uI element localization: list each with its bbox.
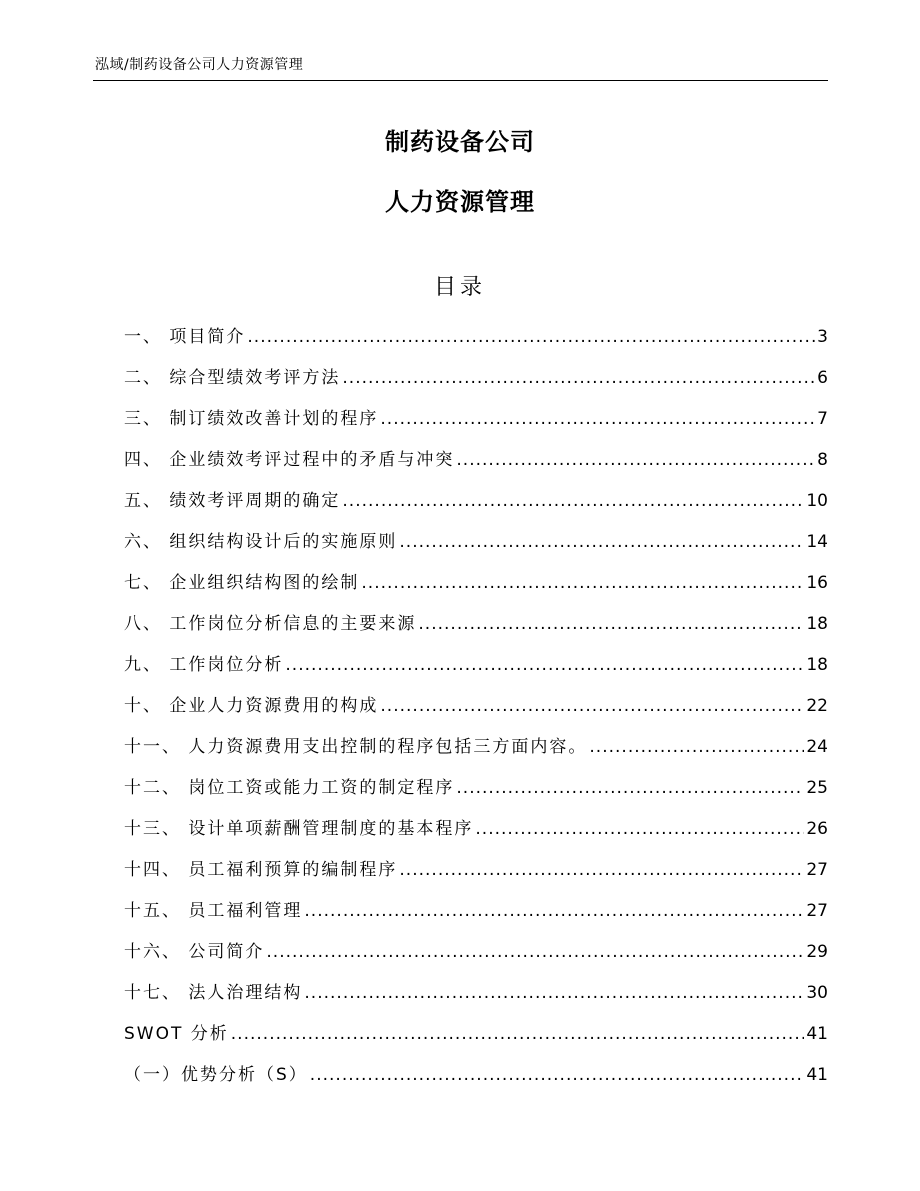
toc-leader-dots bbox=[380, 694, 804, 718]
toc-entry-label: （一）优势分析（S） bbox=[124, 1065, 308, 1085]
toc-entry-label: 六、 组织结构设计后的实施原则 bbox=[124, 532, 398, 552]
toc-leader-dots bbox=[266, 940, 804, 964]
toc-entry[interactable] bbox=[124, 571, 828, 612]
toc-leader-dots bbox=[361, 571, 804, 595]
toc-entry-page: 3 bbox=[817, 327, 828, 347]
toc-entry-page: 22 bbox=[806, 696, 828, 716]
toc-entry-page: 41 bbox=[806, 1065, 828, 1085]
toc-leader-dots bbox=[304, 981, 804, 1005]
toc-entry[interactable] bbox=[124, 1063, 828, 1104]
toc-entry-label: 十四、 员工福利预算的编制程序 bbox=[124, 860, 398, 880]
toc-entry-page: 6 bbox=[817, 368, 828, 388]
toc-entry[interactable] bbox=[124, 407, 828, 448]
toc-entry-page: 8 bbox=[817, 450, 828, 470]
toc-entry[interactable] bbox=[124, 776, 828, 817]
toc-entry-page: 27 bbox=[806, 860, 828, 880]
toc-entry-label: 五、 绩效考评周期的确定 bbox=[124, 491, 341, 511]
toc-leader-dots bbox=[231, 1022, 805, 1046]
toc-entry-label: 四、 企业绩效考评过程中的矛盾与冲突 bbox=[124, 450, 455, 470]
toc-entry-label: 十一、 人力资源费用支出控制的程序包括三方面内容。 bbox=[124, 737, 588, 757]
toc-leader-dots bbox=[399, 858, 804, 882]
toc-entry-page: 26 bbox=[806, 819, 828, 839]
header-divider bbox=[93, 80, 828, 81]
toc-entry[interactable] bbox=[124, 530, 828, 571]
toc-entry-page: 30 bbox=[806, 983, 828, 1003]
toc-heading: 目录 bbox=[433, 275, 486, 300]
running-header: 泓域/制药设备公司人力资源管理 bbox=[95, 57, 304, 73]
toc-entry-label: 一、 项目简介 bbox=[124, 327, 246, 347]
toc-entry[interactable] bbox=[124, 817, 828, 858]
toc-entry-page: 27 bbox=[806, 901, 828, 921]
toc-leader-dots bbox=[247, 325, 815, 349]
toc-entry[interactable] bbox=[124, 899, 828, 940]
toc-entry-page: 16 bbox=[806, 573, 828, 593]
toc-entry-page: 29 bbox=[806, 942, 828, 962]
toc-leader-dots bbox=[475, 817, 804, 841]
toc-leader-dots bbox=[418, 612, 804, 636]
toc-entry-page: 7 bbox=[817, 409, 828, 429]
toc-entry-page: 18 bbox=[806, 614, 828, 634]
toc-entry-page: 14 bbox=[806, 532, 828, 552]
toc-entry-label: 十三、 设计单项薪酬管理制度的基本程序 bbox=[124, 819, 474, 839]
toc-entry-label: 二、 综合型绩效考评方法 bbox=[124, 368, 341, 388]
toc-entry[interactable] bbox=[124, 325, 828, 366]
toc-leader-dots bbox=[589, 735, 804, 759]
toc-entry-label: 十、 企业人力资源费用的构成 bbox=[124, 696, 379, 716]
toc-entry-page: 18 bbox=[806, 655, 828, 675]
toc-leader-dots bbox=[456, 448, 815, 472]
toc-entry[interactable] bbox=[124, 694, 828, 735]
toc-entry[interactable] bbox=[124, 981, 828, 1022]
toc-leader-dots bbox=[399, 530, 804, 554]
toc-entry[interactable] bbox=[124, 448, 828, 489]
toc-entry[interactable] bbox=[124, 653, 828, 694]
toc-leader-dots bbox=[380, 407, 815, 431]
toc-entry-page: 25 bbox=[806, 778, 828, 798]
toc-entry[interactable] bbox=[124, 1022, 828, 1063]
toc-entry-label: 十六、 公司简介 bbox=[124, 942, 265, 962]
toc-entry-label: 三、 制订绩效改善计划的程序 bbox=[124, 409, 379, 429]
toc-entry-page: 41 bbox=[806, 1024, 828, 1044]
document-title-line-1: 制药设备公司 bbox=[385, 128, 535, 156]
toc-entry[interactable] bbox=[124, 858, 828, 899]
toc-leader-dots bbox=[285, 653, 804, 677]
toc-entry[interactable] bbox=[124, 366, 828, 407]
toc-entry[interactable] bbox=[124, 940, 828, 981]
toc-entry-label: 十七、 法人治理结构 bbox=[124, 983, 303, 1003]
toc-entry-page: 10 bbox=[806, 491, 828, 511]
toc-entry[interactable] bbox=[124, 612, 828, 653]
document-title-line-2: 人力资源管理 bbox=[385, 188, 535, 216]
toc-entry-label: 十二、 岗位工资或能力工资的制定程序 bbox=[124, 778, 455, 798]
toc-entry[interactable] bbox=[124, 489, 828, 530]
toc-entry-label: 七、 企业组织结构图的绘制 bbox=[124, 573, 360, 593]
toc-leader-dots bbox=[304, 899, 804, 923]
toc-leader-dots bbox=[342, 489, 804, 513]
toc-entry-label: 八、 工作岗位分析信息的主要来源 bbox=[124, 614, 417, 634]
toc-entry-label: 九、 工作岗位分析 bbox=[124, 655, 284, 675]
table-of-contents bbox=[124, 325, 828, 1104]
toc-leader-dots bbox=[342, 366, 815, 390]
toc-entry-label: SWOT 分析 bbox=[124, 1024, 229, 1044]
toc-entry-label: 十五、 员工福利管理 bbox=[124, 901, 303, 921]
toc-leader-dots bbox=[456, 776, 804, 800]
toc-entry[interactable] bbox=[124, 735, 828, 776]
toc-leader-dots bbox=[310, 1063, 805, 1087]
toc-entry-page: 24 bbox=[806, 737, 828, 757]
